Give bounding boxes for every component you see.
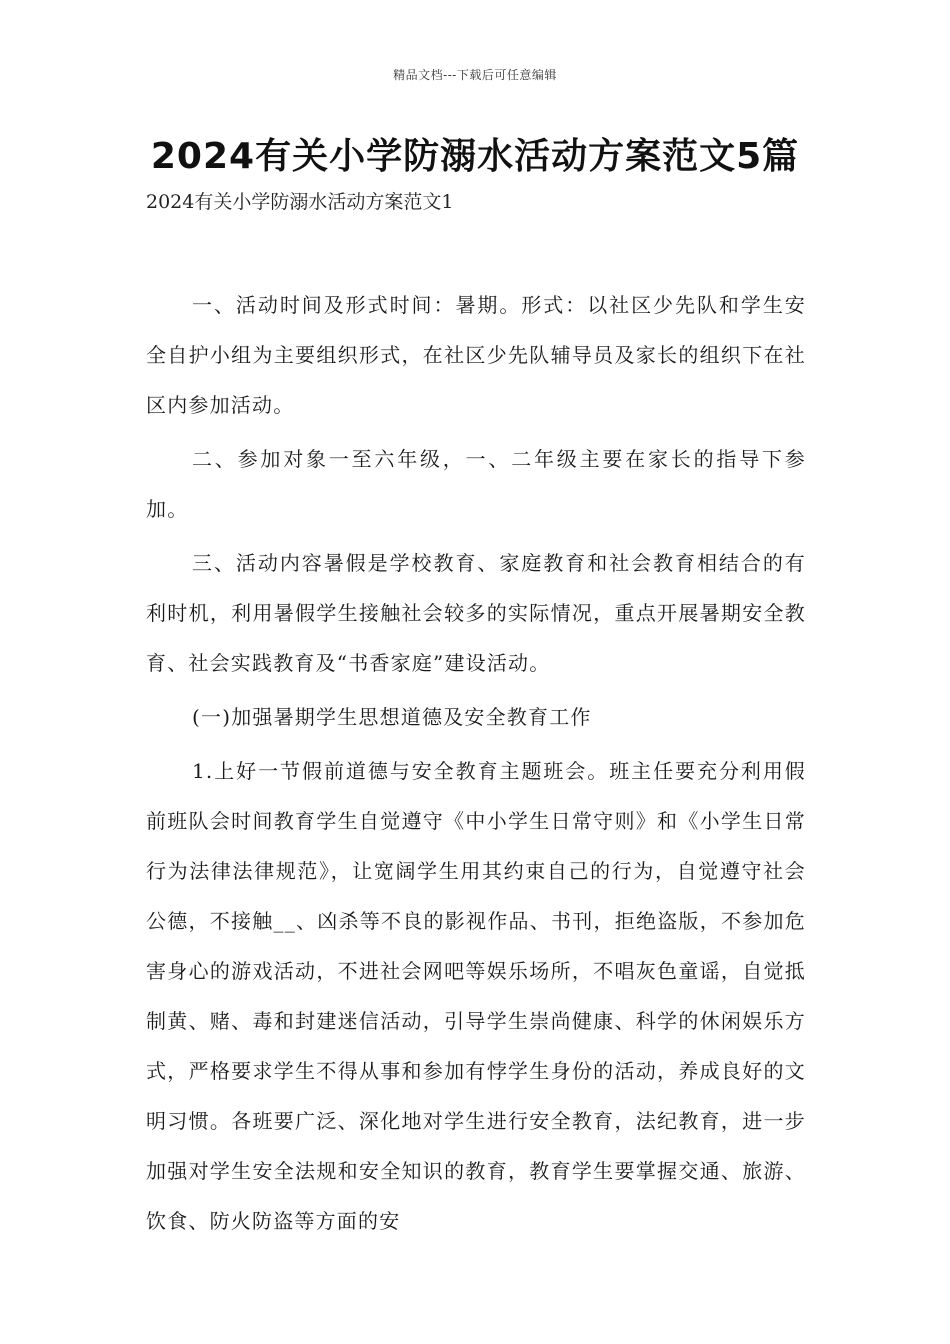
page-header-note: 精品文档---下载后可任意编辑 xyxy=(393,68,557,82)
document-title: 2024有关小学防溺水活动方案范文5篇 xyxy=(150,136,800,177)
document-subtitle: 2024有关小学防溺水活动方案范文1 xyxy=(146,191,454,213)
paragraph-participants: 二、参加对象一至六年级，一、二年级主要在家长的指导下参加。 xyxy=(146,447,806,521)
paragraph-class-meeting: 1.上好一节假前道德与安全教育主题班会。班主任要充分利用假前班队会时间教育学生自觉遵守《中小学生日常守则》和《小学生日常行为法律法律规范》，让宽阔学生用其约束自己的行为，自觉遵守社会公德，不接触__、凶杀等不良的影视作品、书刊，拒绝盗版，不参加危害身心的游戏活动，不进社会网吧等娱乐场所，不唱灰色童谣，自觉抵制黄、赌、毒和封建迷信活动，引导学生崇尚健康、科学的休闲娱乐方式，严格要求学生不得从事和参加有悖学生身份的活动，养成良好的文明习惯。各班要广泛、深化地对学生进行安全教育，法纪教育，进一步加强对学生安全法规和安全知识的教育，教育学生要掌握交通、旅游、饮食、防火防盗等方面的安 xyxy=(146,759,806,1233)
paragraph-activity-content: 三、活动内容暑假是学校教育、家庭教育和社会教育相结合的有利时机，利用暑假学生接触社会较多的实际情况，重点开展暑期安全教育、社会实践教育及“书香家庭”建设活动。 xyxy=(146,551,806,675)
paragraph-section-heading: (一)加强暑期学生思想道德及安全教育工作 xyxy=(192,705,592,729)
paragraph-activity-time: 一、活动时间及形式时间：暑期。形式：以社区少先队和学生安全自护小组为主要组织形式，在社区少先队辅导员及家长的组织下在社区内参加活动。 xyxy=(146,293,806,417)
document-body xyxy=(146,280,806,1250)
